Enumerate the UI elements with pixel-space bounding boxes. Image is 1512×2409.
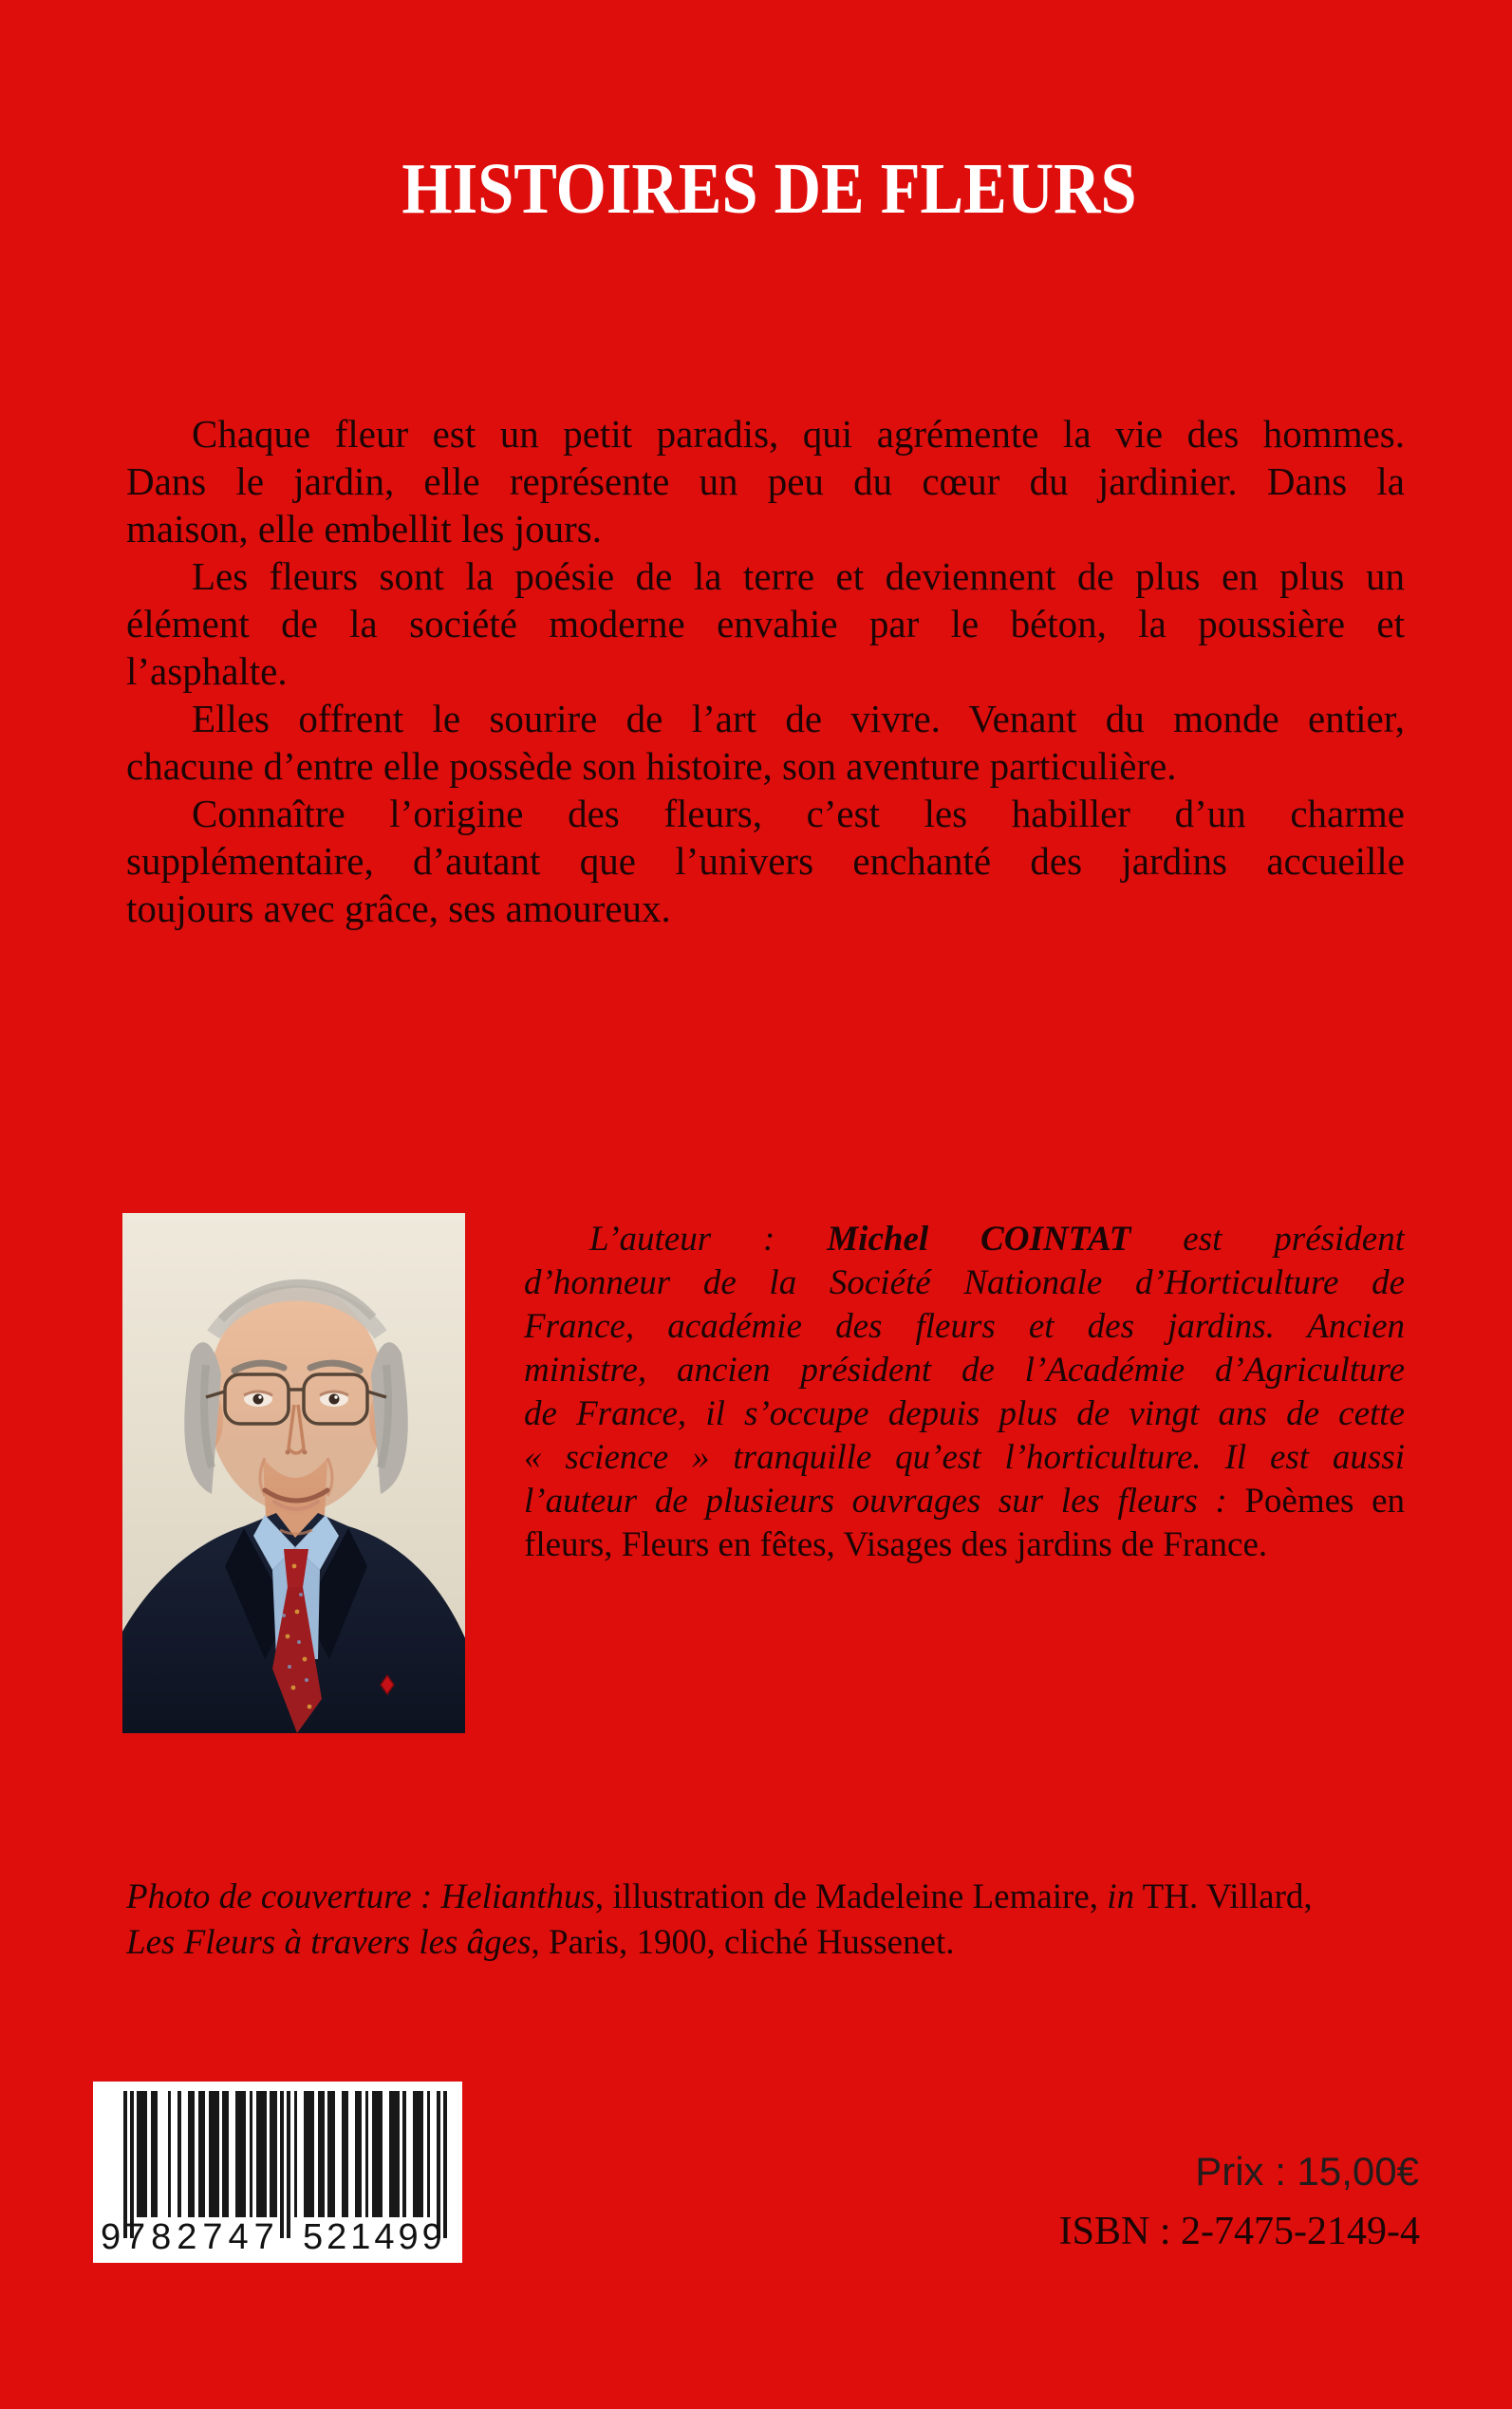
barcode-bar — [192, 2091, 196, 2217]
text-line: de France, il s’occupe depuis plus de vingt ans de cette — [524, 1394, 1405, 1433]
barcode-bar — [263, 2091, 267, 2217]
barcode-bar — [250, 2091, 253, 2217]
barcode-bar — [144, 2091, 148, 2217]
text-line: Elles offrent le sourire de l’art de vivre. Venant du monde entier, — [192, 697, 1405, 740]
barcode-bar — [154, 2091, 158, 2217]
barcode-bar — [359, 2091, 363, 2217]
text-line: l’asphalte. — [126, 649, 288, 693]
photo-credit-text — [126, 1875, 1419, 1966]
barcode-bar — [287, 2091, 290, 2238]
barcode-bar — [202, 2091, 206, 2217]
text-line: Connaître l’origine des fleurs, c’est les habiller d’un charme — [192, 792, 1405, 835]
text-line: Les Fleurs à travers les âges, Paris, 1900, cliché Hussenet. — [126, 1923, 955, 1962]
barcode-digit-left: 9 — [101, 2217, 121, 2257]
text-line: d’honneur de la Société Nationale d’Horticulture de — [524, 1263, 1405, 1302]
barcode-bar — [310, 2091, 314, 2217]
barcode-bar — [396, 2091, 400, 2217]
text-line: Dans le jardin, elle représente un peu du cœur du jardinier. Dans la — [126, 459, 1405, 503]
barcode-bar — [294, 2091, 298, 2217]
page-title: HISTOIRES DE FLEURS — [401, 148, 1137, 229]
barcode-bar — [437, 2091, 440, 2238]
text-line: Les fleurs sont la poésie de la terre et deviennent de plus en plus un — [192, 554, 1405, 598]
barcode-bar — [443, 2091, 447, 2238]
text-line: Chaque fleur est un petit paradis, qui agrémente la vie des hommes. — [192, 412, 1405, 456]
author-bio-text — [524, 1218, 1405, 1567]
price-label: Prix : 15,00€ — [1195, 2149, 1419, 2194]
barcode-bar — [215, 2091, 219, 2217]
barcode-bar — [427, 2091, 431, 2217]
author-portrait-drawing — [122, 1213, 465, 1733]
text-line: fleurs, Fleurs en fêtes, Visages des jardins de France. — [524, 1525, 1268, 1564]
text-line: Photo de couverture : Helianthus, illustration de Madeleine Lemaire, in TH. Villard, — [126, 1877, 1313, 1916]
barcode-bar — [226, 2091, 230, 2217]
barcode — [93, 2082, 462, 2263]
text-line: « science » tranquille qu’est l’horticulture. Il est aussi — [524, 1438, 1405, 1477]
barcode-bar — [402, 2091, 406, 2217]
barcode-bar — [321, 2091, 325, 2217]
barcode-bar — [130, 2091, 134, 2238]
text-line: ministre, ancien président de l’Académie d’Agriculture — [524, 1351, 1405, 1390]
barcode-bar — [168, 2091, 172, 2217]
text-line: supplémentaire, d’autant que l’univers enchanté des jardins accueille — [126, 839, 1405, 883]
text-line: chacune d’entre elle possède son histoire, son aventure particulière. — [126, 744, 1177, 788]
text-line: l’auteur de plusieurs ouvrages sur les fleurs : Poèmes en — [524, 1482, 1405, 1521]
author-photo — [122, 1213, 465, 1733]
text-line: élément de la société moderne envahie par le béton, la poussière et — [126, 602, 1405, 645]
barcode-bar — [273, 2091, 277, 2217]
barcode-digit-mid: 782747 — [125, 2217, 280, 2257]
synopsis-text — [126, 410, 1405, 932]
text-line: L’auteur : Michel COINTAT est président — [589, 1220, 1405, 1259]
text-line: toujours avec grâce, ses amoureux. — [126, 887, 671, 930]
barcode-bar — [420, 2091, 423, 2217]
barcode-bar — [123, 2091, 127, 2238]
text-line: maison, elle embellit les jours. — [126, 507, 603, 551]
barcode-bar — [331, 2091, 335, 2217]
barcode-bar — [280, 2091, 284, 2238]
barcode-digit-right: 521499 — [303, 2217, 446, 2257]
text-line: France, académie des fleurs et des jardins. Ancien — [524, 1307, 1405, 1346]
barcode-bar — [177, 2091, 181, 2217]
barcode-bar — [345, 2091, 348, 2217]
barcode-bar — [365, 2091, 369, 2217]
isbn-label: ISBN : 2-7475-2149-4 — [1058, 2210, 1420, 2253]
barcode-bar — [379, 2091, 383, 2217]
barcode-bar — [243, 2091, 247, 2217]
